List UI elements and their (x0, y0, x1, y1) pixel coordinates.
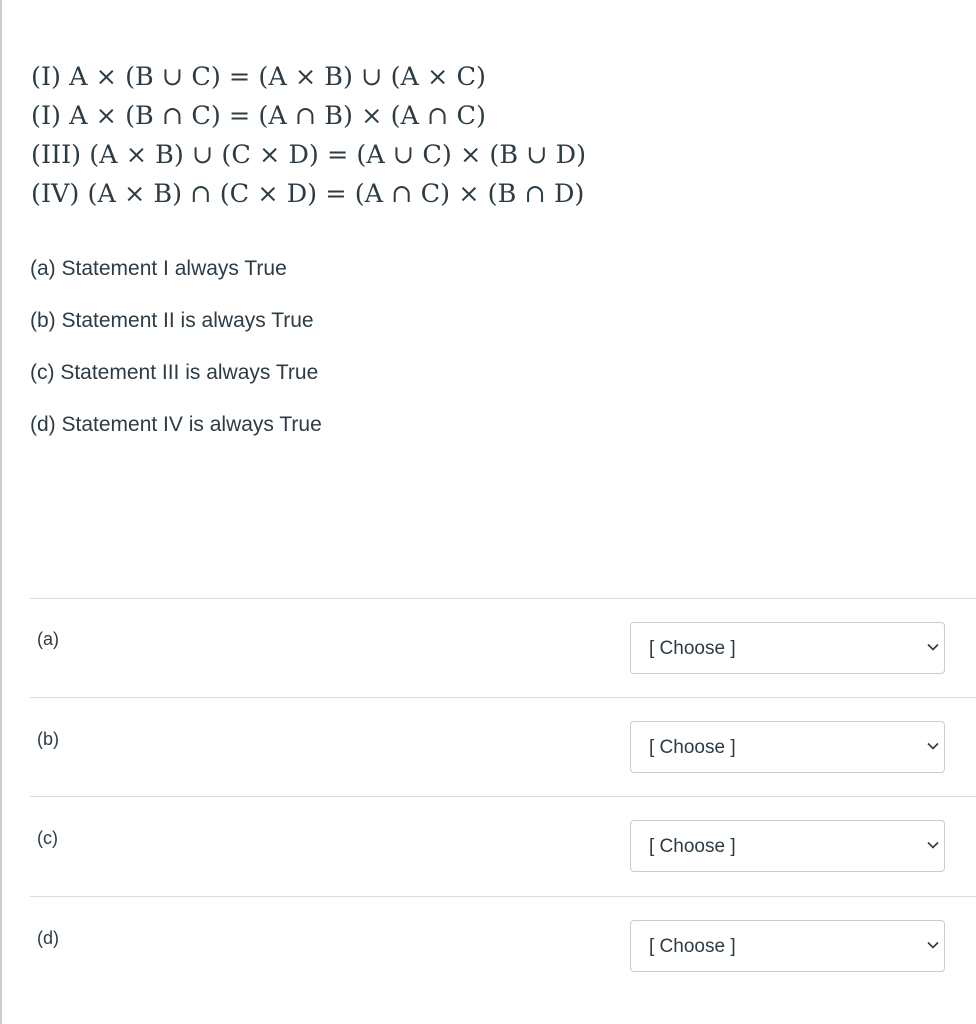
divider (30, 598, 976, 599)
answer-select-d[interactable] (630, 920, 945, 972)
answer-select-b[interactable] (630, 721, 945, 773)
statement-a: (a) Statement I always True (30, 257, 287, 280)
answer-select-c[interactable] (630, 820, 945, 872)
answer-label-d: (d) (37, 928, 59, 948)
divider (30, 796, 976, 797)
answer-select-a-value: [ Choose ] (649, 638, 736, 659)
statement-b: (b) Statement II is always True (30, 309, 314, 332)
left-border (0, 0, 2, 1024)
statement-d: (d) Statement IV is always True (30, 413, 322, 436)
answer-select-c-value: [ Choose ] (649, 836, 736, 857)
equation-4: (IV) (A × B) ∩ (C × D) = (A ∩ C) × (B ∩ D) (31, 179, 585, 209)
equation-3: (III) (A × B) ∪ (C × D) = (A ∪ C) × (B ∪ D) (31, 140, 587, 170)
chevron-down-icon (927, 841, 939, 849)
equation-2: (I) A × (B ∩ C) = (A ∩ B) × (A ∩ C) (31, 101, 486, 131)
equation-1: (I) A × (B ∪ C) = (A × B) ∪ (A × C) (31, 62, 486, 92)
divider (30, 896, 976, 897)
answer-label-c: (c) (37, 828, 58, 848)
answer-label-a: (a) (37, 629, 59, 649)
answer-select-d-value: [ Choose ] (649, 936, 736, 957)
answer-select-a[interactable] (630, 622, 945, 674)
equation-list (31, 58, 586, 214)
chevron-down-icon (927, 941, 939, 949)
chevron-down-icon (927, 742, 939, 750)
divider (30, 697, 976, 698)
chevron-down-icon (927, 643, 939, 651)
statement-c: (c) Statement III is always True (30, 361, 319, 384)
answer-select-b-value: [ Choose ] (649, 737, 736, 758)
answer-label-b: (b) (37, 729, 59, 749)
